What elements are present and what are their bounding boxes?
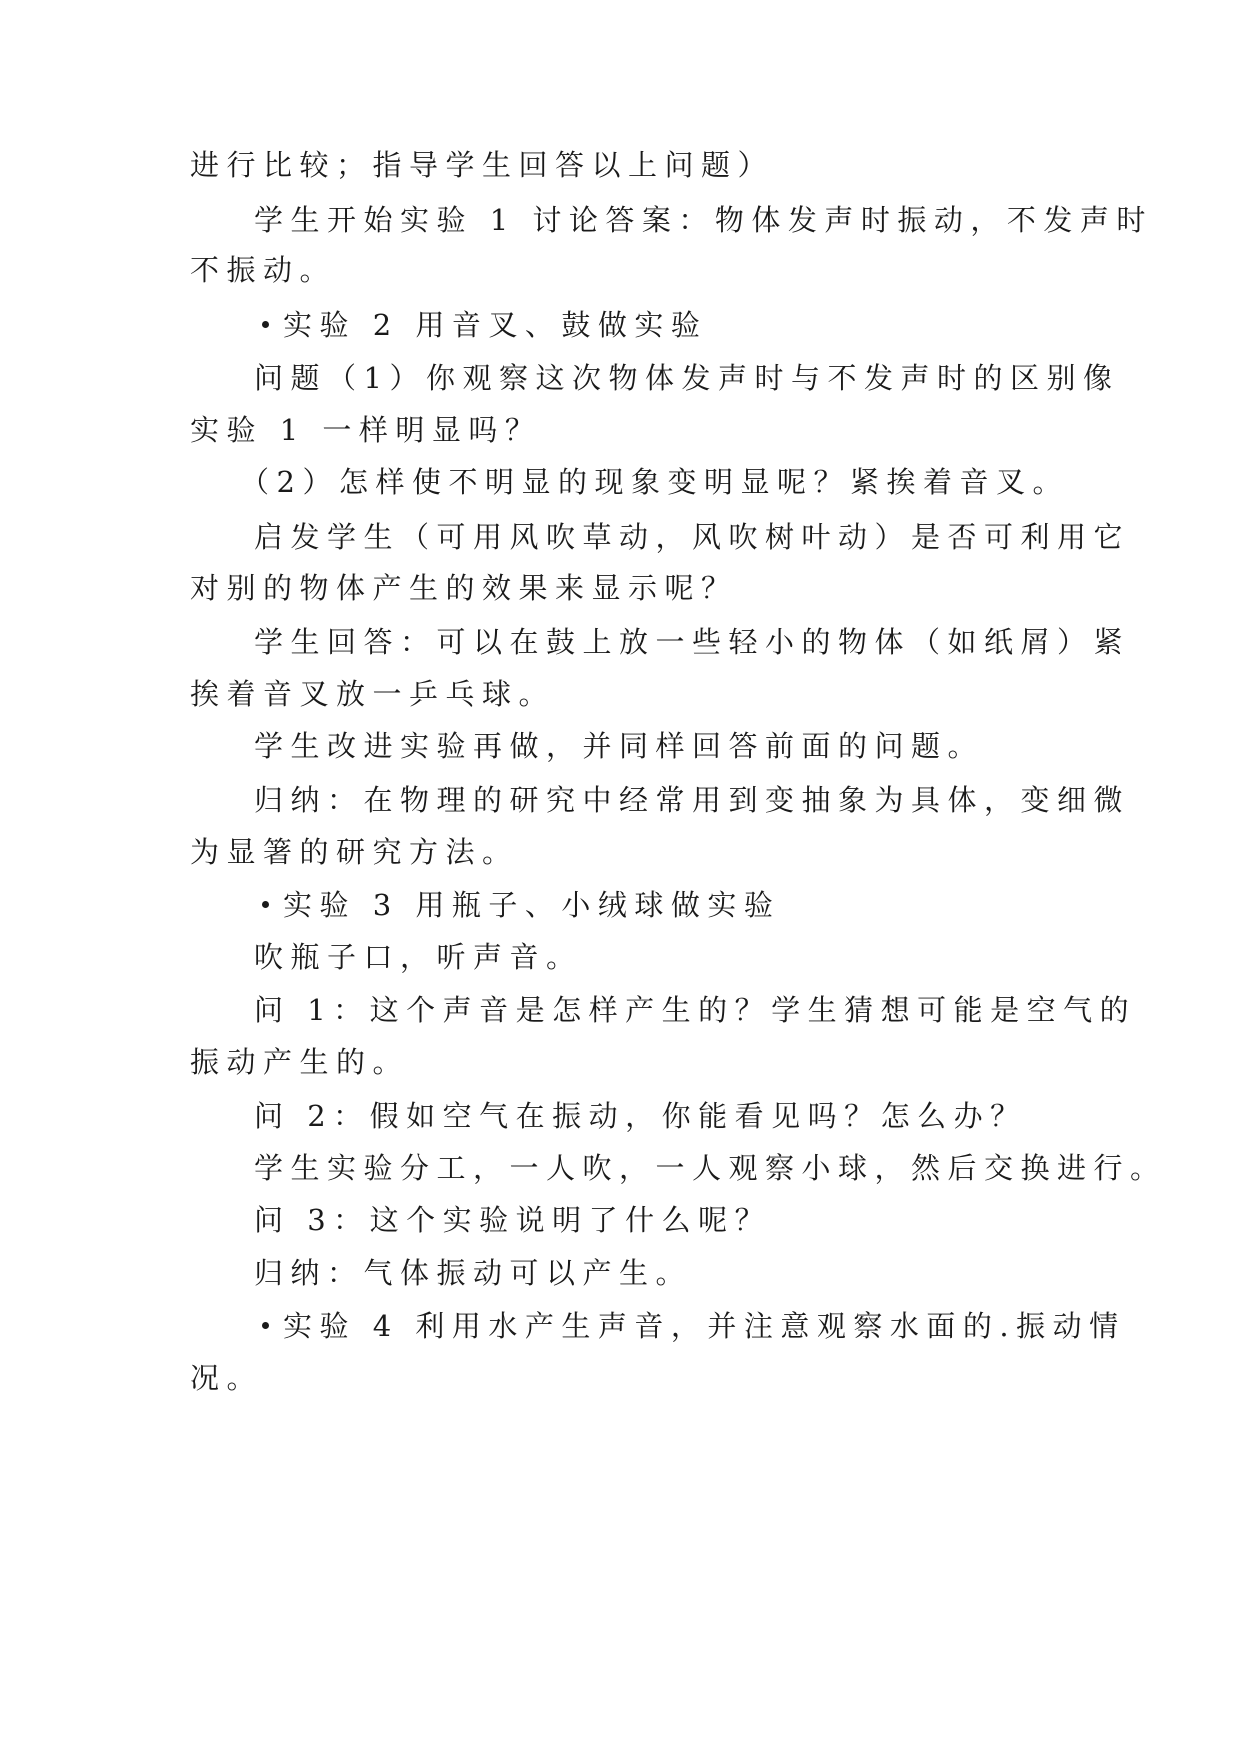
bullet-item (262, 305, 707, 345)
paragraph-line: 问 1：这个声音是怎样产生的？学生猜想可能是空气的 (254, 993, 1137, 1027)
paragraph-line: 对别的物体产生的效果来显示呢？ (190, 571, 738, 605)
paragraph-line: 问 3：这个实验说明了什么呢？ (254, 1203, 772, 1237)
paragraph-line: 归纳：气体振动可以产生。 (254, 1256, 693, 1290)
paragraph-line: 挨着音叉放一乒乓球。 (190, 677, 556, 711)
paragraph-line: 学生改进实验再做，并同样回答前面的问题。 (254, 729, 985, 763)
bullet-item (262, 1306, 1126, 1346)
paragraph-line: 振动产生的。 (190, 1045, 410, 1079)
paragraph-line: 学生实验分工，一人吹，一人观察小球，然后交换进行。 (254, 1151, 1167, 1185)
bullet-item-text: 实验 2 用音叉、鼓做实验 (283, 308, 708, 342)
paragraph-line: 问题（1）你观察这次物体发声时与不发声时的区别像 (254, 361, 1120, 395)
paragraph-line: 归纳：在物理的研究中经常用到变抽象为具体，变细微 (254, 783, 1131, 817)
paragraph-line: 吹瓶子口，听声音。 (254, 940, 583, 974)
bullet-icon (262, 321, 269, 328)
paragraph-line: 实验 1 一样明显吗？ (190, 413, 542, 447)
bullet-icon (262, 901, 269, 908)
bullet-icon (262, 1322, 269, 1329)
bullet-item (262, 885, 780, 925)
paragraph-line: 为显箸的研究方法。 (190, 835, 519, 869)
bullet-item-text: 实验 4 利用水产生声音，并注意观察水面的.振动情 (283, 1309, 1126, 1343)
paragraph-line: 进行比较；指导学生回答以上问题） (190, 148, 775, 182)
paragraph-line: （2）怎样使不明显的现象变明显呢？紧挨着音叉。 (240, 465, 1069, 499)
paragraph-line: 启发学生（可用风吹草动，风吹树叶动）是否可利用它 (254, 520, 1131, 554)
paragraph-line: 学生回答：可以在鼓上放一些轻小的物体（如纸屑）紧 (254, 625, 1131, 659)
paragraph-line: 不振动。 (190, 253, 337, 287)
bullet-item-text: 实验 3 用瓶子、小绒球做实验 (283, 888, 781, 922)
paragraph-line: 况。 (190, 1361, 264, 1395)
paragraph-line: 学生开始实验 1 讨论答案：物体发声时振动，不发声时 (254, 203, 1153, 237)
paragraph-line: 问 2：假如空气在振动，你能看见吗？怎么办？ (254, 1099, 1027, 1133)
